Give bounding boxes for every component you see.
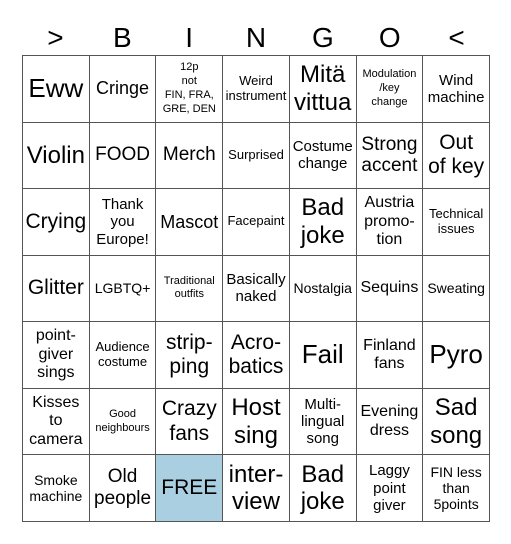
bingo-cell[interactable] [423,123,490,190]
header-letter-n: N [245,22,267,53]
bingo-cell-text: Crying [25,209,87,233]
bingo-cell-text: Facepaint [227,213,285,229]
bingo-cell-text: Sequins [360,279,419,297]
bingo-cell[interactable] [90,256,157,323]
bingo-cell-text: Sweating [427,280,485,297]
header-letter-o: O [378,22,401,53]
bingo-cell-text: Merch [162,144,216,166]
bingo-cell[interactable] [156,189,223,256]
bingo-cell-text: Pyro [429,339,483,370]
bingo-cell-text: Mascot [160,211,219,232]
bingo-cell-text: Out of key [428,131,485,179]
bingo-cell[interactable] [357,123,424,190]
bingo-cell-text: Host sing [231,394,281,449]
bingo-cell-text: Acro- batics [228,330,284,379]
bingo-cell-text: Traditional outfits [163,274,215,301]
bingo-cell-text: Smoke machine [29,472,83,505]
bingo-cell[interactable] [90,389,157,456]
header-letter-g: G [311,22,334,53]
bingo-cell[interactable] [23,56,90,123]
bingo-cell-text: Thank you Europe! [96,196,149,248]
bingo-cell-text: Bad joke [300,194,345,249]
bingo-cell[interactable] [357,189,424,256]
bingo-cell-text: Kisses to camera [29,394,83,448]
bingo-cell[interactable] [90,189,157,256]
bingo-cell[interactable] [290,322,357,389]
bingo-grid [22,55,490,522]
bingo-cell-text: Fail [301,339,344,370]
bingo-cell[interactable] [290,56,357,123]
bingo-cell[interactable] [290,123,357,190]
bingo-cell-text: Wind machine [427,71,485,106]
bingo-cell[interactable] [90,123,157,190]
bingo-cell[interactable] [223,455,290,522]
bingo-cell-text: Evening dress [360,403,419,439]
bingo-cell-text: inter- view [228,460,284,516]
bingo-cell[interactable] [23,256,90,323]
bingo-header [22,20,490,56]
bingo-cell-text: strip- ping [165,330,213,379]
bingo-cell-text: point- giver sings [35,327,76,382]
bingo-cell[interactable] [23,322,90,389]
bingo-cell-text: FIN less than 5points [430,464,482,513]
bingo-cell[interactable] [23,455,90,522]
bingo-cell-text: FREE [161,476,218,500]
header-letter-i: I [185,22,194,53]
bingo-cell-text: Modulation /key change [362,68,417,108]
bingo-cell-text: Austria promo- tion [364,194,415,249]
bingo-cell-text: Basically naked [226,271,286,306]
bingo-cell-text: Sad song [430,394,483,449]
bingo-cell[interactable] [156,389,223,456]
bingo-cell[interactable] [156,123,223,190]
bingo-cell[interactable] [357,256,424,323]
bingo-cell-text: Violin [26,141,85,169]
bingo-cell[interactable] [23,123,90,190]
bingo-cell[interactable] [423,389,490,456]
bingo-cell[interactable] [90,322,157,389]
bingo-cell-text: 12p not FIN, FRA, GRE, DEN [162,61,216,115]
bingo-cell-text: Audience costume [95,339,150,370]
bingo-cell[interactable] [423,455,490,522]
bingo-cell[interactable] [90,455,157,522]
bingo-cell-text: Surprised [228,146,284,162]
bingo-cell-text: Strong accent [361,133,418,177]
bingo-cell[interactable] [90,56,157,123]
bingo-cell[interactable] [223,189,290,256]
bingo-cell-text: Old people [94,466,152,510]
bingo-cell-free[interactable] [156,455,223,522]
bingo-cell-text: Cringe [96,78,150,99]
bingo-cell[interactable] [223,123,290,190]
bingo-cell-text: Crazy fans [161,397,217,445]
bingo-cell-text: Bad joke [300,460,345,516]
bingo-cell[interactable] [423,189,490,256]
bingo-cell[interactable] [23,189,90,256]
bingo-cell-text: Weird instrument [225,72,287,103]
bingo-cell[interactable] [357,56,424,123]
bingo-cell[interactable] [423,322,490,389]
bingo-cell-text: Multi- lingual song [301,395,345,448]
bingo-cell-text: Mitä vittua [294,61,352,116]
bingo-cell[interactable] [223,322,290,389]
bingo-cell[interactable] [290,389,357,456]
bingo-cell[interactable] [290,189,357,256]
bingo-cell-text: Costume change [292,138,353,173]
bingo-cell[interactable] [423,56,490,123]
bingo-cell[interactable] [223,389,290,456]
bingo-cell[interactable] [357,455,424,522]
bingo-cell[interactable] [290,256,357,323]
bingo-cell[interactable] [156,322,223,389]
bingo-cell-text: FOOD [95,144,150,166]
bingo-cell[interactable] [223,256,290,323]
bingo-cell[interactable] [156,256,223,323]
bingo-cell[interactable] [423,256,490,323]
bingo-cell[interactable] [357,322,424,389]
bingo-cell-text: Nostalgia [293,280,352,297]
bingo-cell[interactable] [156,56,223,123]
bingo-cell-text: Technical issues [429,205,484,236]
bingo-cell-text: Good neighbours [95,407,150,434]
bingo-cell-text: Eww [28,72,84,103]
bingo-cell-text: Laggy point giver [368,462,410,514]
bingo-cell[interactable] [223,56,290,123]
header-letter-right-arrow: < [448,22,465,53]
bingo-cell[interactable] [290,455,357,522]
header-letter-b: B [112,22,132,53]
header-letter-left-arrow: > [47,22,64,53]
bingo-cell-text: LGBTQ+ [94,280,151,297]
bingo-cell[interactable] [23,389,90,456]
bingo-cell-text: Glitter [27,276,84,300]
bingo-cell-text: Finland fans [363,336,416,373]
bingo-cell[interactable] [357,389,424,456]
